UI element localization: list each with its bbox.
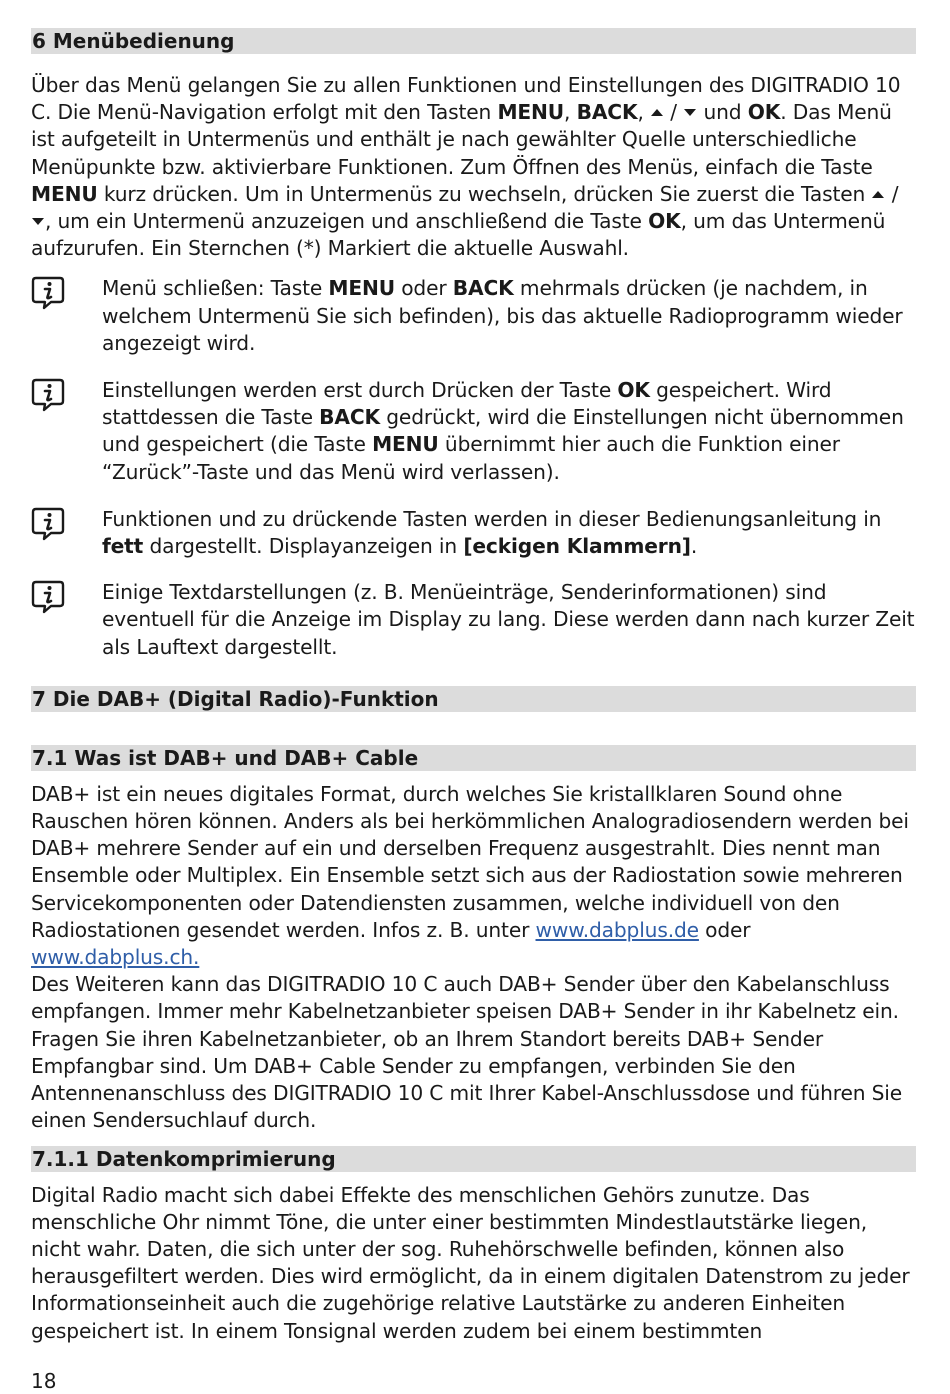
document-page — [31, 28, 916, 1345]
info-icon — [30, 579, 66, 615]
note-1-text: Menü schließen: Taste MENU oder BACK mehrmals drücken (je nachdem, in welchem Untermenü Sie sich befinden), bis das aktuelle Radioprogramm wieder angezeigt wird. — [102, 276, 903, 355]
info-icon — [30, 506, 66, 542]
section-7-1-paragraph-1: DAB+ ist ein neues digitales Format, durch welches Sie kristallklaren Sound ohne Rauschen hören können. Anders als bei herkömmlichen Analogradiosendern werden bei DAB+ mehrere Sender auf ein und derselben Frequenz ausgestrahlt. Dies nennt man Ensemble oder Multiplex. Ein Ensemble setzt sich aus der Radiostation sowie mehreren Servicekomponenten oder Datendiensten zusammen, welche individuell von den Radiostationen gesendet werden. Infos z. B. unter www.dabplus.de oder www.dabplus.ch. — [31, 781, 909, 970]
section-heading-6: 6 Menübedienung — [31, 28, 916, 54]
info-note-3 — [31, 506, 916, 560]
note-4-text: Einige Textdarstellungen (z. B. Menüeinträge, Senderinformationen) sind eventuell für die Anzeige im Display zu lang. Diese werden dann nach kurzer Zeit als Lauftext dargestellt. — [102, 580, 915, 659]
arrow-down-icon — [683, 108, 697, 116]
note-2-text: Einstellungen werden erst durch Drücken der Taste OK gespeichert. Wird stattdessen die Taste BACK gedrückt, wird die Einstellungen nicht übernommen und gespeichert (die Taste MENU übernimmt hier auch die Funktion einer “Zurück”-Taste und das Menü wird verlassen). — [102, 378, 904, 484]
info-note-4 — [31, 579, 916, 661]
arrow-up-icon — [650, 108, 664, 116]
section-heading-7: 7 Die DAB+ (Digital Radio)-Funktion — [31, 686, 916, 712]
info-note-1 — [31, 275, 916, 357]
section-heading-7-1-1: 7.1.1 Datenkomprimierung — [31, 1146, 916, 1172]
dabplus-de-link[interactable]: www.dabplus.de — [535, 917, 699, 942]
arrow-up-icon — [871, 190, 885, 198]
note-3-text: Funktionen und zu drückende Tasten werden in dieser Bedienungsanleitung in fett dargestellt. Displayanzeigen in [eckigen Klammern]. — [102, 506, 882, 559]
arrow-down-icon — [31, 217, 45, 225]
info-note-2 — [31, 377, 916, 486]
info-icon — [30, 275, 66, 311]
section-heading-7-1: 7.1 Was ist DAB+ und DAB+ Cable — [31, 745, 916, 771]
info-icon — [30, 377, 66, 413]
section-7-1-paragraph-2: Des Weiteren kann das DIGITRADIO 10 C auch DAB+ Sender über den Kabelanschluss empfangen. Immer mehr Kabelnetzanbieter speisen DAB+ Sender in ihr Kabelnetz ein. Fragen Sie ihren Kabelnetzanbieter, ob an Ihrem Standort bereits DAB+ Sender Empfangbar sind. Um DAB+ Cable Sender zu empfangen, verbinden Sie den Antennenanschluss des DIGITRADIO 10 C mit Ihrer Kabel-Anschlussdose und führen Sie einen Sendersuchlauf durch. — [31, 972, 903, 1133]
page-number: 18 — [31, 1369, 57, 1393]
dabplus-ch-link[interactable]: www.dabplus.ch. — [31, 945, 200, 970]
section-7-1-1-paragraph: Digital Radio macht sich dabei Effekte des menschlichen Gehörs zunutze. Das menschliche Ohr nimmt Töne, die unter einer bestimmten Mindestlautstärke liegen, nicht wahr. Daten, die sich unter der sog. Ruhehörschwelle befinden, können also herausgefiltert werden. Dies wird ermöglicht, da in einem digitalen Datenstrom zu jeder Informationseinheit auch die zugehörige relative Lautstärke zu anderen Einheiten gespeichert ist. In einem Tonsignal werden zudem bei einem bestimmten — [31, 1182, 910, 1343]
section-6-intro: Über das Menü gelangen Sie zu allen Funktionen und Einstellungen des DIGITRADIO 10 C. Die Menü-Navigation erfolgt mit den Tasten MENU, BACK, / und OK. Das Menü ist aufgeteilt in Untermenüs und enthält je nach gewählter Quelle unterschiedliche Menüpunkte bzw. aktivierbare Funktionen. Zum Öffnen des Menüs, einfach die Taste MENU kurz drücken. Um in Untermenüs zu wechseln, drücken Sie zuerst die Tasten / , um ein Untermenü anzuzeigen und anschließend die Taste OK, um das Untermenü aufzurufen. Ein Sternchen (*) Markiert die aktuelle Auswahl. — [31, 73, 901, 261]
